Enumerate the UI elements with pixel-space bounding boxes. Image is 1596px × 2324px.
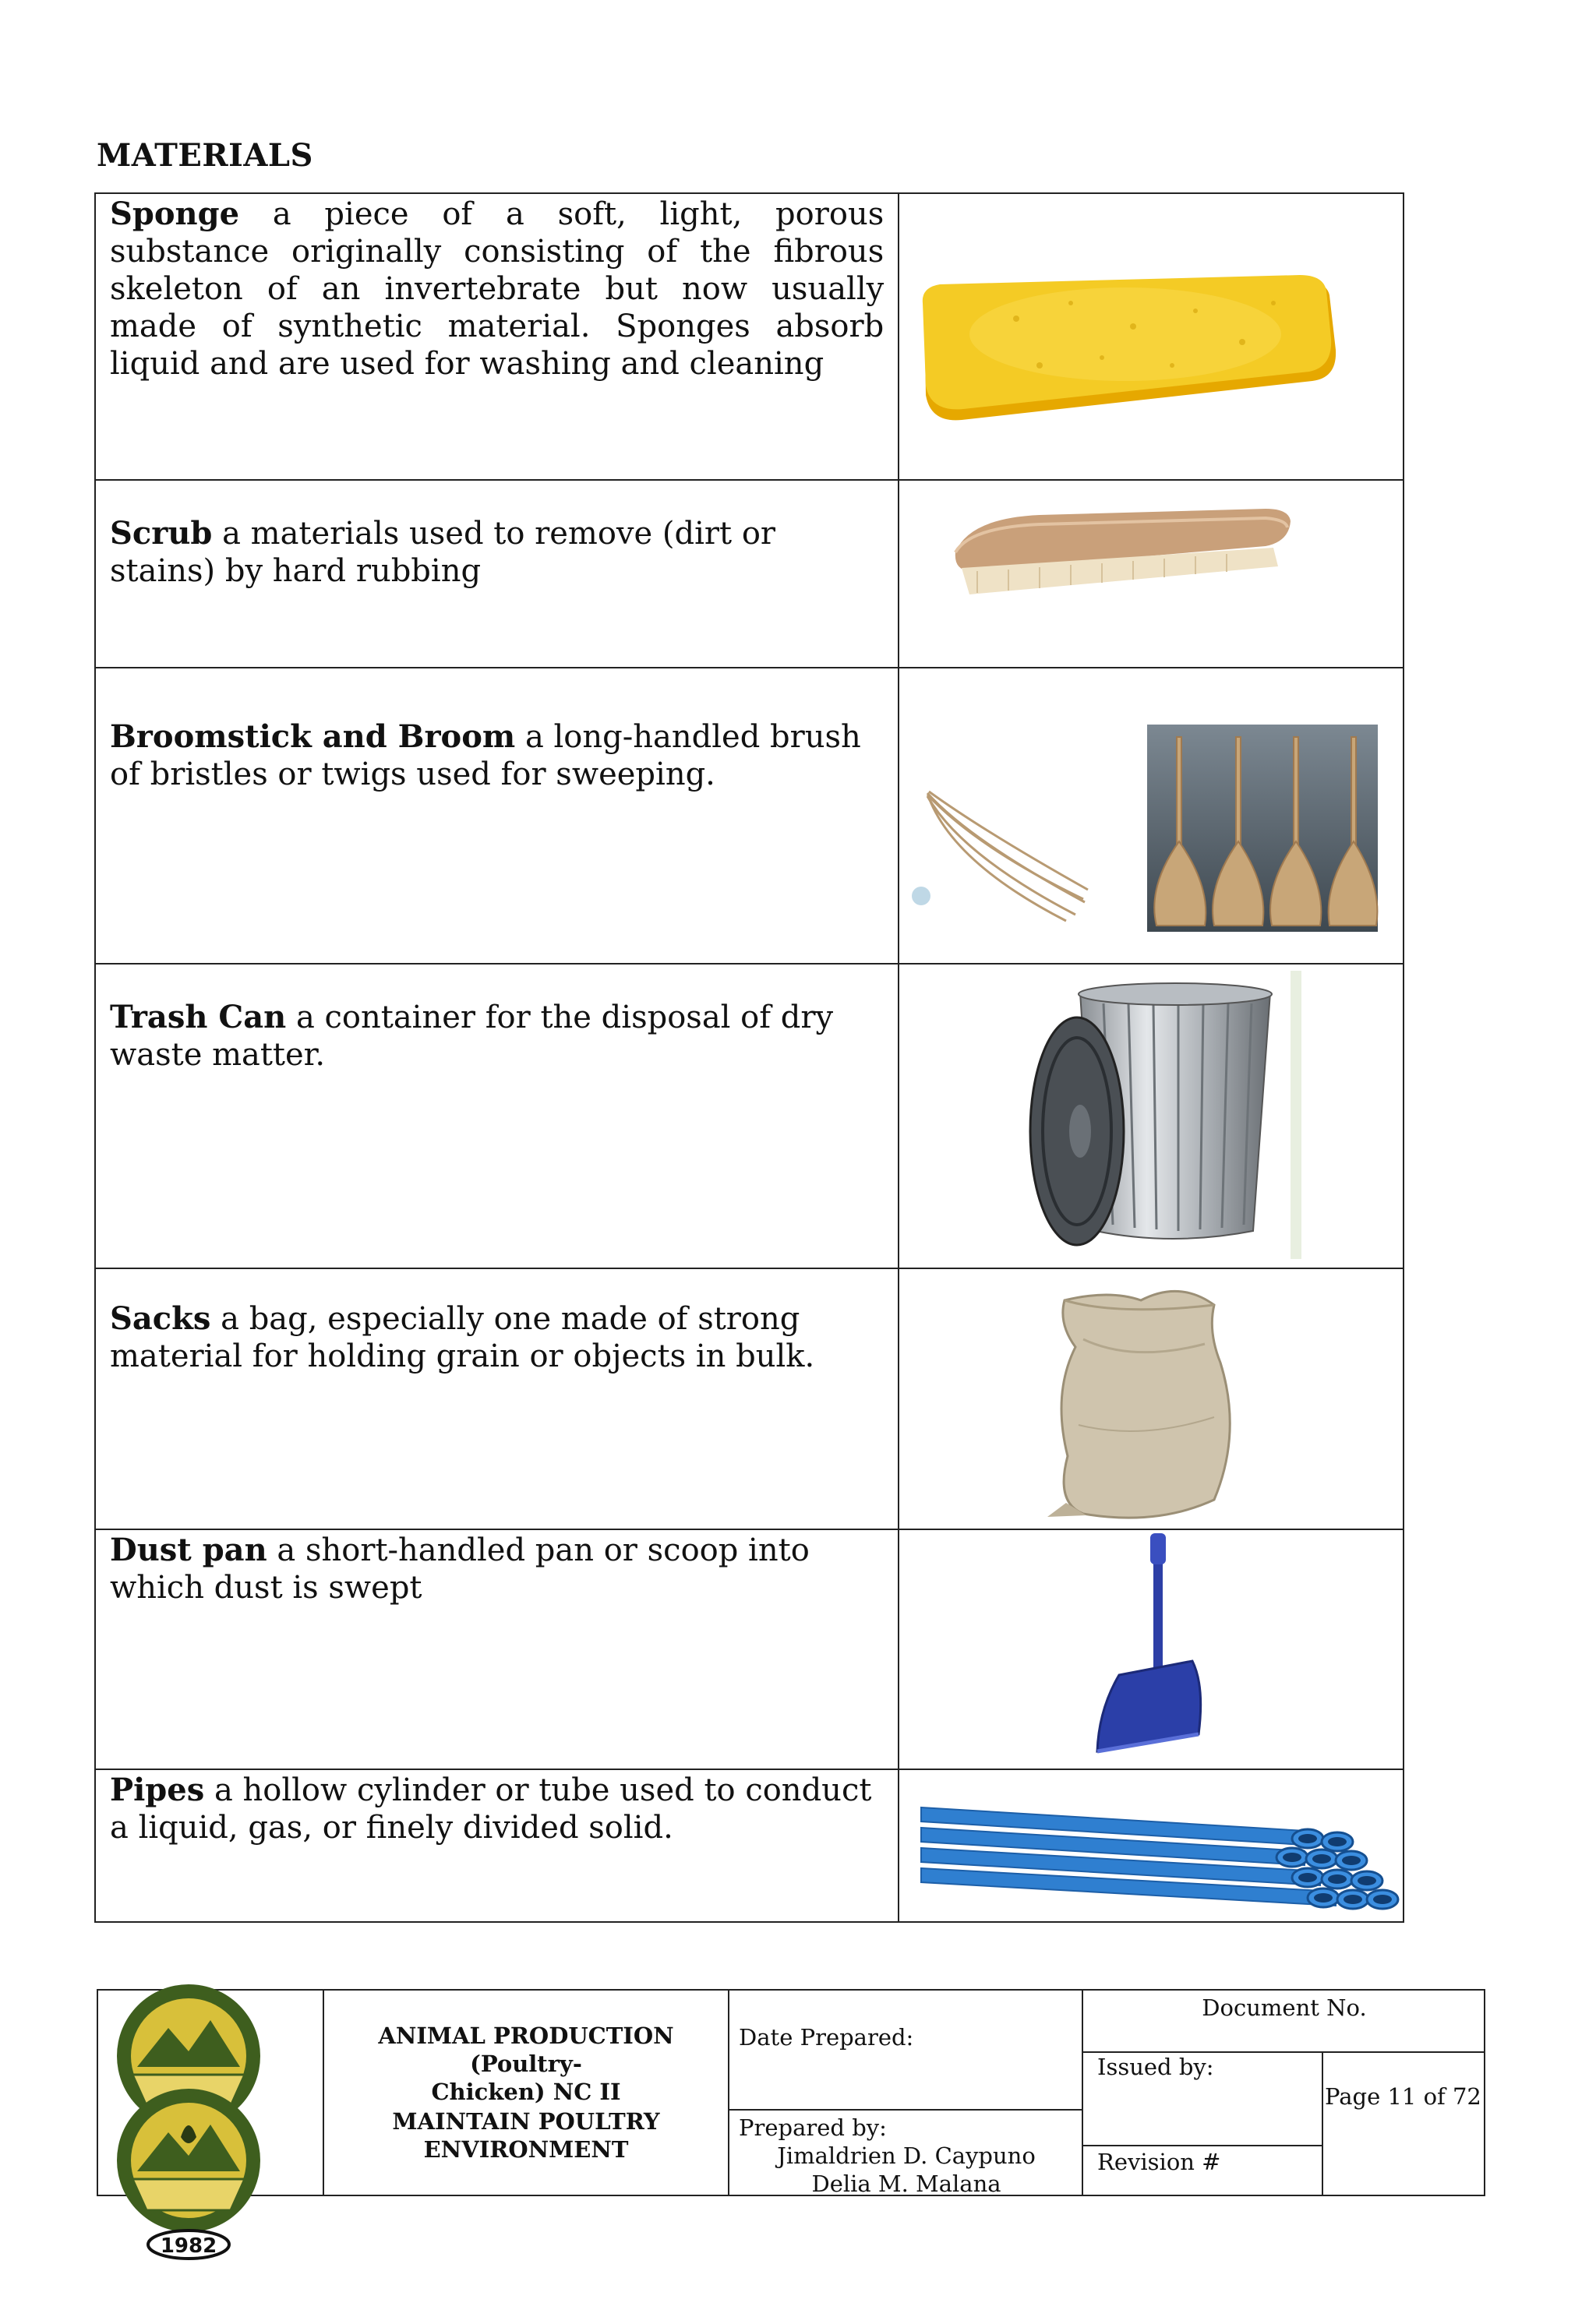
material-definition: a piece of a soft, light, porous substance originally consisting of the fibrous skeleton of an invertebrate but now usually made of synthetic material. Sponges absorb liquid and are used for washing and cleaning	[110, 196, 885, 382]
material-definition: a long-handled brush of bristles or twigs used for sweeping.	[110, 719, 861, 792]
table-row	[95, 480, 1404, 668]
preparer-name-2: Delia M. Malana	[811, 2171, 1001, 2197]
material-image-cell	[899, 193, 1404, 480]
sack-image	[899, 1269, 1417, 1529]
table-row	[95, 668, 1404, 964]
document-footer	[97, 1989, 1485, 2258]
material-image-cell	[899, 480, 1404, 668]
prepared-by-label: Prepared by:	[739, 2114, 887, 2141]
material-definition: a short-handled pan or scoop into which dust is swept	[110, 1532, 810, 1606]
document-no-label: Document No.	[1202, 1994, 1367, 2021]
sponge-image	[899, 194, 1417, 479]
materials-table	[94, 192, 1404, 1923]
pipes-image	[899, 1770, 1417, 1921]
material-definition: a hollow cylinder or tube used to conduct a liquid, gas, or finely divided solid.	[110, 1772, 872, 1846]
material-definition: a container for the disposal of dry waste matter.	[110, 1000, 834, 1073]
material-term: Pipes	[110, 1772, 205, 1808]
material-image-cell	[899, 668, 1404, 964]
material-image-cell	[899, 964, 1404, 1268]
material-term: Sponge	[110, 196, 240, 232]
table-row	[95, 1769, 1404, 1922]
date-prepared-label: Date Prepared:	[739, 2024, 914, 2051]
module-title-line1: MAINTAIN POULTRY	[392, 2108, 660, 2135]
material-description	[95, 1529, 899, 1769]
course-title-line2: Chicken) NC II	[431, 2079, 621, 2105]
material-image-cell	[899, 1529, 1404, 1769]
revision-label: Revision #	[1097, 2149, 1221, 2175]
page-heading: MATERIALS	[97, 137, 313, 174]
school-seal-logo	[114, 1997, 270, 2324]
course-title-line1: ANIMAL PRODUCTION (Poultry-	[378, 2022, 674, 2077]
seal-year: 1982	[160, 2234, 217, 2258]
material-term: Sacks	[110, 1300, 211, 1337]
material-image-cell	[899, 1268, 1404, 1529]
material-description	[95, 193, 899, 480]
material-term: Trash Can	[110, 999, 287, 1035]
material-definition: a materials used to remove (dirt or stains) by hard rubbing	[110, 516, 776, 589]
material-image-cell	[899, 1769, 1404, 1922]
material-description	[95, 1268, 899, 1529]
material-term: Dust pan	[110, 1532, 267, 1568]
material-term: Broomstick and Broom	[110, 718, 516, 755]
material-description	[95, 1769, 899, 1922]
material-term: Scrub	[110, 515, 213, 552]
issued-by-label: Issued by:	[1097, 2054, 1214, 2080]
table-row	[95, 1529, 1404, 1769]
page-number: Page 11 of 72	[1325, 2083, 1481, 2110]
broom-image	[899, 668, 1417, 963]
trash-can-image	[899, 965, 1417, 1268]
material-description	[95, 668, 899, 964]
module-title-line2: ENVIRONMENT	[423, 2136, 629, 2163]
material-description	[95, 964, 899, 1268]
material-definition: a bag, especially one made of strong material for holding grain or objects in bulk.	[110, 1301, 815, 1374]
scrub-brush-image	[899, 481, 1417, 667]
material-description	[95, 480, 899, 668]
table-row	[95, 964, 1404, 1268]
dust-pan-image	[899, 1530, 1417, 1769]
preparer-name-1: Jimaldrien D. Caypuno	[777, 2142, 1036, 2169]
table-row	[95, 1268, 1404, 1529]
table-row	[95, 193, 1404, 480]
